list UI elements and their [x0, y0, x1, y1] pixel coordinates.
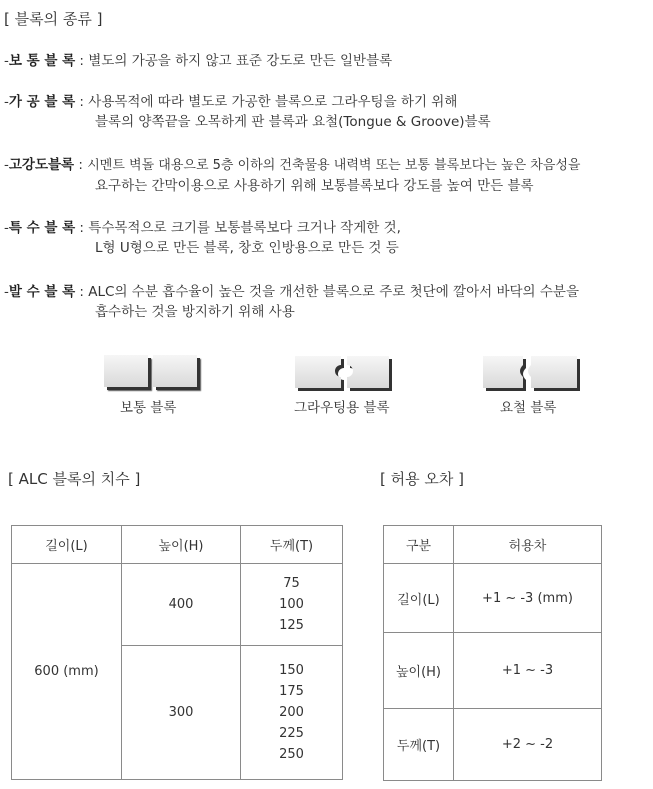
type-item-high-strength: -고강도블록 : 시멘트 벽돌 대용으로 5층 이하의 건축물용 내력벽 또는 보통 블록보다는 높은 차음성을 요구하는 간막이용으로 사용하기 위해 보통블록보다 강도를 높여 만든 블록 — [4, 157, 581, 194]
grouting-block-illustration — [294, 355, 394, 395]
type-item-normal: -보 통 블 록 : 별도의 가공을 하지 않고 표준 강도로 만든 일반블록 — [4, 53, 393, 69]
tolerance-value: +2 ~ -2 — [454, 709, 602, 781]
grouting-block-svg — [294, 355, 394, 395]
tolerance-table — [383, 525, 602, 781]
normal-block-label: 보통 블록 — [120, 400, 177, 416]
type-desc-line: 블록의 양쪽끝을 오목하게 판 블록과 요철(Tongue & Groove)블록 — [95, 114, 491, 130]
thickness-value: 125 — [279, 618, 304, 633]
type-item-water-repellent: -발 수 블 록 : ALC의 수분 흡수율이 높은 것을 개선한 블록으로 주로 첫단에 깔아서 바닥의 수분을 흡수하는 것을 방지하기 위해 사용 — [4, 284, 579, 320]
header-category: 구분 — [384, 526, 454, 564]
tolerance-value: +1 ~ -3 (mm) — [454, 564, 602, 633]
type-term: 가 공 블 록 — [8, 94, 76, 110]
thickness-value: 225 — [279, 726, 304, 741]
type-desc-line: ALC의 수분 흡수율이 높은 것을 개선한 블록으로 주로 첫단에 깔아서 바닥의 수분을 — [88, 284, 579, 300]
tolerance-title: [ 허용 오차 ] — [380, 470, 464, 488]
category-cell: 길이(L) — [384, 564, 454, 633]
type-term: 고강도블록 — [8, 157, 75, 173]
type-desc-line: 요구하는 간막이용으로 사용하기 위해 보통블록보다 강도를 높여 만든 블록 — [95, 178, 534, 194]
header-tolerance: 허용차 — [454, 526, 602, 564]
type-term: 발 수 블 록 — [8, 284, 76, 300]
length-cell: 600 (mm) — [12, 564, 122, 780]
type-term: 보 통 블 록 — [8, 53, 76, 69]
grouting-block-label: 그라우팅용 블록 — [294, 400, 390, 416]
header-height: 높이(H) — [122, 526, 241, 564]
type-desc-line: 특수목적으로 크기를 보통블록보다 크거나 작게한 것, — [88, 220, 401, 236]
height-cell: 300 — [122, 646, 241, 780]
thickness-value: 150 — [279, 663, 304, 678]
tongue-groove-block-svg — [482, 355, 582, 395]
type-term: 특 수 블 록 — [8, 220, 76, 236]
type-desc-line: 시멘트 벽돌 대용으로 5층 이하의 건축물용 내력벽 또는 보통 블록보다는 높은 차음성을 — [87, 158, 581, 173]
thickness-cell — [241, 646, 343, 780]
alc-dimensions-table — [11, 525, 343, 780]
normal-block-illustration — [104, 355, 204, 395]
category-cell: 높이(H) — [384, 633, 454, 709]
type-desc-line: 흡수하는 것을 방지하기 위해 사용 — [95, 304, 295, 320]
thickness-value: 75 — [283, 576, 300, 591]
thickness-value: 175 — [279, 684, 304, 699]
tolerance-value: +1 ~ -3 — [454, 633, 602, 709]
alc-dimensions-title: [ ALC 블록의 치수 ] — [8, 470, 141, 488]
tongue-groove-block-illustration — [482, 355, 582, 395]
header-length: 길이(L) — [12, 526, 122, 564]
category-cell: 두께(T) — [384, 709, 454, 781]
thickness-cell — [241, 564, 343, 646]
thickness-value: 200 — [279, 705, 304, 720]
thickness-value: 250 — [279, 747, 304, 762]
tongue-groove-block-label: 요철 블록 — [500, 400, 557, 416]
block-types-title: [ 블록의 종류 ] — [4, 10, 103, 28]
thickness-value: 100 — [279, 597, 304, 612]
type-desc-line: 별도의 가공을 하지 않고 표준 강도로 만든 일반블록 — [88, 53, 393, 69]
type-desc-line: 사용목적에 따라 별도로 가공한 블록으로 그라우팅을 하기 위해 — [88, 94, 458, 110]
header-thickness: 두께(T) — [241, 526, 343, 564]
block-piece — [153, 355, 197, 387]
type-item-processed: -가 공 블 록 : 사용목적에 따라 별도로 가공한 블록으로 그라우팅을 하기 위해 블록의 양쪽끝을 오목하게 판 블록과 요철(Tongue & Groove)블록 — [4, 94, 491, 130]
type-desc-line: L형 U형으로 만든 블록, 창호 인방용으로 만든 것 등 — [95, 240, 399, 256]
block-piece — [104, 355, 148, 387]
height-cell: 400 — [122, 564, 241, 646]
type-item-special: -특 수 블 록 : 특수목적으로 크기를 보통블록보다 크거나 작게한 것, L형 U형으로 만든 블록, 창호 인방용으로 만든 것 등 — [4, 220, 401, 256]
